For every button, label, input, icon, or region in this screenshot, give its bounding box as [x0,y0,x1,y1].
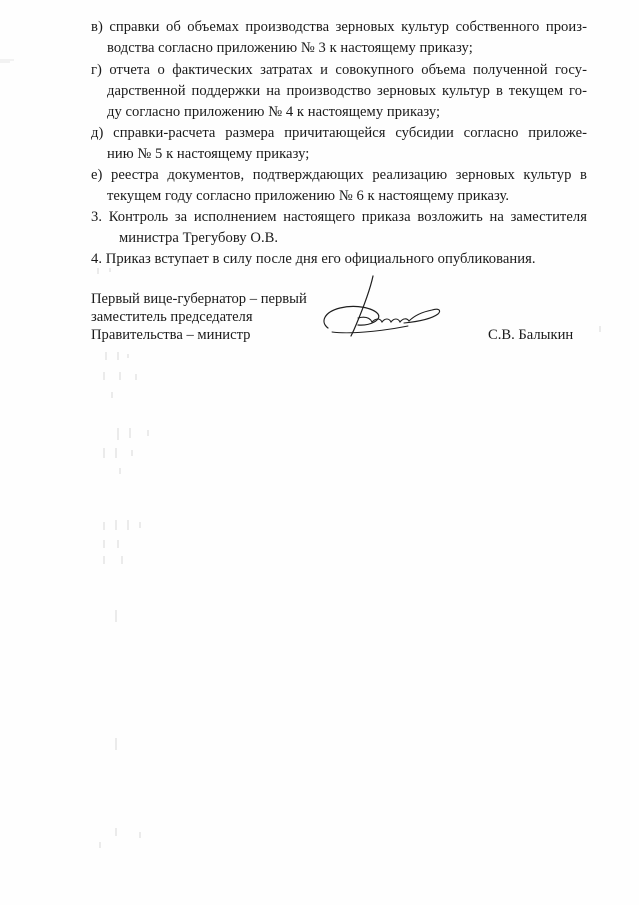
item-g-line-1: г) отчета о фактических затратах и совокупного объема полученной госу- [91,62,587,78]
signer-position-line-2: заместитель председателя [91,309,253,325]
signatory-name: С.В. Балыкин [488,327,574,343]
signer-position-line-3: Правительства – министр [91,327,251,343]
point-3-line-2: министра Трегубову О.В. [119,230,279,246]
handwritten-signature [318,268,448,348]
signer-position-line-1: Первый вице-губернатор – первый [91,291,307,307]
point-3-line-1: 3. Контроль за исполнением настоящего приказа возложить на заместителя [91,209,587,225]
item-e-line-2: текущем году согласно приложению № 6 к настоящему приказу. [107,188,510,204]
item-d-line-1: д) справки-расчета размера причитающейся субсидии согласно приложе- [91,125,587,141]
point-4-line-1: 4. Приказ вступает в силу после дня его официального опубликования. [91,251,536,267]
item-v-line-1: в) справки об объемах производства зерновых культур собственного произ- [91,19,587,35]
item-v-line-2: водства согласно приложению № 3 к настоящему приказу; [107,40,473,56]
item-g-line-3: ду согласно приложению № 4 к настоящему приказу; [107,104,441,120]
item-e-line-1: е) реестра документов, подтверждающих реализацию зерновых культур в [91,167,587,183]
item-g-line-2: дарственной поддержки на производство зерновых культур в текущем го- [107,83,587,99]
item-d-line-2: нию № 5 к настоящему приказу; [107,146,310,162]
